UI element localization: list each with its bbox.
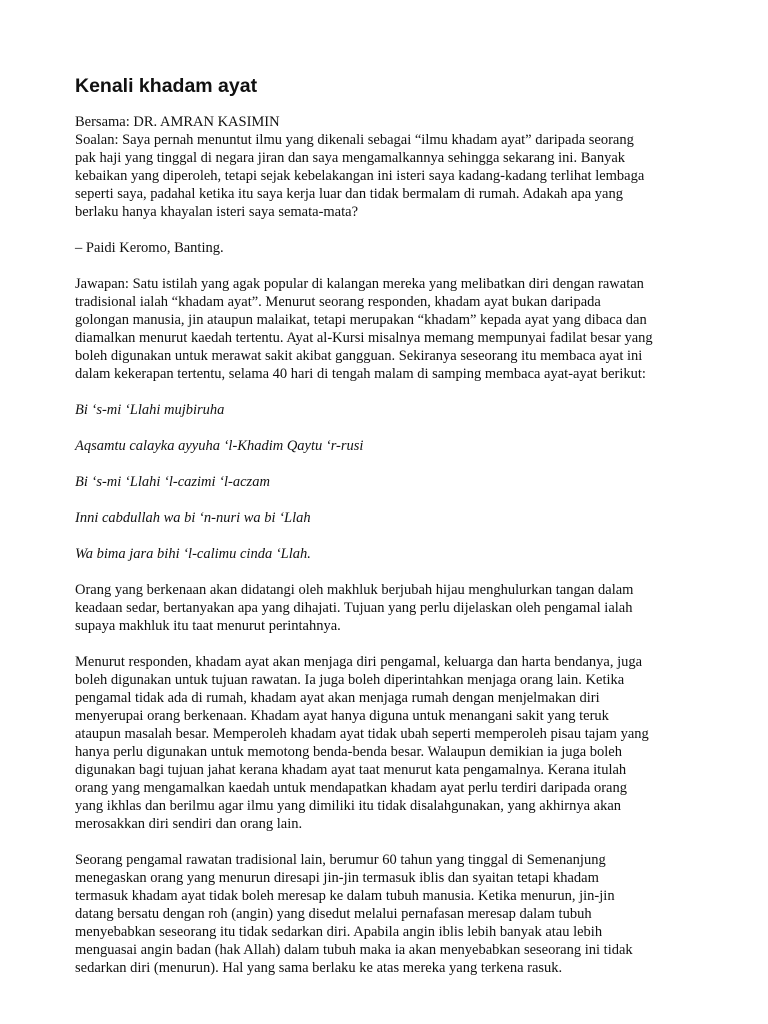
question-line: berlaku hanya khayalan isteri saya semata-mata? (75, 204, 359, 220)
signature-paragraph (75, 239, 705, 257)
paragraph-line: merosakkan diri sendiri dan orang lain. (75, 816, 303, 832)
paragraph-line: Seorang pengamal rawatan tradisional lain, berumur 60 tahun yang tinggal di Semenanjung (75, 852, 606, 868)
article-title: Kenali khadam ayat (75, 75, 258, 97)
paragraph-line: Menurut responden, khadam ayat akan menjaga diri pengamal, keluarga dan harta bendanya, juga (75, 654, 643, 670)
answer-line: golongan manusia, jin ataupun malaikat, tetapi merupakan “khadam” kepada ayat yang dibaca dan (75, 312, 647, 328)
verse-line: Bi ‘s-mi ‘Llahi mujbiruha (75, 402, 225, 418)
verse-line: Aqsamtu calayka ayyuha ‘l-Khadim Qaytu ‘r-rusi (75, 438, 364, 454)
question-line: seperti saya, padahal ketika itu saya kerja luar dan tidak bermalam di rumah. Adakah apa yang (75, 186, 623, 202)
verse-line: Bi ‘s-mi ‘Llahi ‘l-cazimi ‘l-aczam (75, 474, 270, 490)
question-line: kebaikan yang diperoleh, tetapi sejak kebelakangan ini isteri saya kadang-kadang terlihat lembaga (75, 168, 645, 184)
paragraph-line: menguasai angin badan (hak Allah) dalam tubuh maka ia akan menyebabkan seseorang ini tidak (75, 942, 633, 958)
paragraph-line: keadaan sedar, bertanyakan apa yang dihajati. Tujuan yang perlu dijelaskan oleh pengamal ialah (75, 600, 633, 616)
paragraph-line: digunakan bagi tujuan jahat kerana khadam ayat taat menurut kata pengamalnya. Kerana itulah (75, 762, 627, 778)
paragraph-line: orang yang mengamalkan kaedah untuk mendapatkan khadam ayat perlu terdiri daripada orang (75, 780, 627, 796)
body-paragraph-1 (75, 581, 705, 635)
paragraph-line: menyebabkan seseorang itu tidak sedarkan diri. Apabila angin iblis lebih banyak atau lebih (75, 924, 603, 940)
answer-line: tradisional ialah “khadam ayat”. Menurut seorang responden, khadam ayat bukan daripada (75, 294, 601, 310)
paragraph-line: termasuk khadam ayat tidak boleh meresap ke dalam tubuh manusia. Ketika menurun, jin-jin (75, 888, 615, 904)
paragraph-line: menyerupai orang berkenaan. Khadam ayat hanya diguna untuk menangani sakit yang teruk (75, 708, 609, 724)
document-page (75, 74, 705, 977)
answer-line: Jawapan: Satu istilah yang agak popular di kalangan mereka yang melibatkan diri dengan rawatan (75, 276, 644, 292)
byline-and-question (75, 113, 705, 221)
paragraph-line: Orang yang berkenaan akan didatangi oleh makhluk berjubah hijau menghulurkan tangan dalam (75, 582, 634, 598)
paragraph-line: sedarkan diri (menurun). Hal yang sama berlaku ke atas mereka yang terkena rasuk. (75, 960, 563, 976)
paragraph-line: supaya makhluk itu taat menurut perintahnya. (75, 618, 341, 634)
paragraph-line: menegaskan orang yang menurun diresapi jin-jin termasuk iblis dan syaitan tetapi khadam (75, 870, 599, 886)
paragraph-line: yang ikhlas dan berilmu agar ilmu yang dimiliki itu tidak disalahgunakan, yang akhirnya akan (75, 798, 622, 814)
body-paragraph-2 (75, 653, 705, 833)
answer-line: diamalkan menurut kaedah tertentu. Ayat al-Kursi misalnya memang mempunyai fadilat besar yang (75, 330, 653, 346)
paragraph-line: pengamal tidak ada di rumah, khadam ayat akan menjaga rumah dengan menjelmakan diri (75, 690, 600, 706)
paragraph-line: hanya perlu digunakan untuk memotong benda-benda besar. Walaupun demikian ia juga boleh (75, 744, 622, 760)
answer-paragraph (75, 275, 705, 383)
paragraph-line: ataupun masalah besar. Memperoleh khadam ayat tidak ubah seperti memperoleh pisau tajam yang (75, 726, 649, 742)
question-line: pak haji yang tinggal di negara jiran dan saya mengamalkannya sehingga sekarang ini. Banyak (75, 150, 626, 166)
verse-line: Inni cabdullah wa bi ‘n-nuri wa bi ‘Llah (75, 510, 311, 526)
question-line: Soalan: Saya pernah menuntut ilmu yang dikenali sebagai “ilmu khadam ayat” daripada seorang (75, 132, 634, 148)
answer-line: boleh digunakan untuk merawat sakit akibat gangguan. Sekiranya seseorang itu membaca ayat ini (75, 348, 643, 364)
paragraph-line: boleh digunakan untuk tujuan rawatan. Ia juga boleh diperintahkan menjaga orang lain. Ketika (75, 672, 625, 688)
body-paragraph-3 (75, 851, 705, 977)
verse-line: Wa bima jara bihi ‘l-calimu cinda ‘Llah. (75, 546, 311, 562)
paragraph-line: datang bersatu dengan roh (angin) yang disedut melalui pernafasan meresap dalam tubuh (75, 906, 592, 922)
signature: – Paidi Keromo, Banting. (75, 240, 224, 256)
answer-line: dalam kekerapan tertentu, selama 40 hari di tengah malam di samping membaca ayat-ayat berikut: (75, 366, 646, 382)
byline: Bersama: DR. AMRAN KASIMIN (75, 114, 280, 130)
